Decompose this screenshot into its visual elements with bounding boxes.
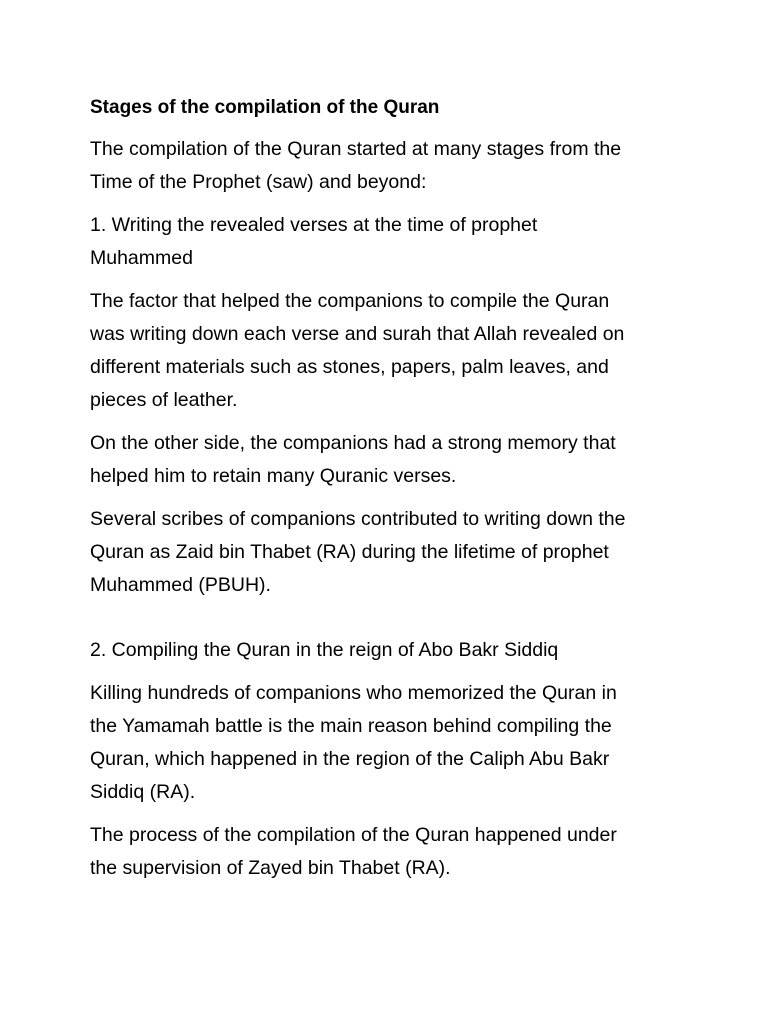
document-title: Stages of the compilation of the Quran [90,97,440,118]
paragraph-intro: The compilation of the Quran started at many stages from the Time of the Prophet (saw) and beyond: [90,138,622,193]
section-heading-2: 2. Compiling the Quran in the reign of Abo Bakr Siddiq [90,639,559,661]
paragraph-scribes: Several scribes of companions contributed to writing down the Quran as Zaid bin Thabet (RA) during the lifetime of prophet Muhammed (PBUH). [90,508,626,596]
document-page [90,95,690,895]
paragraph-supervision: The process of the compilation of the Quran happened under the supervision of Zayed bin Thabet (RA). [90,824,617,879]
paragraph-memory: On the other side, the companions had a strong memory that helped him to retain many Quranic verses. [90,432,616,487]
paragraph-yamamah: Killing hundreds of companions who memorized the Quran in the Yamamah battle is the main reason behind compiling the Quran, which happened in the region of the Caliph Abu Bakr Siddiq (RA). [90,682,617,803]
section-heading-1: 1. Writing the revealed verses at the time of prophet Muhammed [90,214,538,269]
paragraph-writing-factor: The factor that helped the companions to compile the Quran was writing down each verse and surah that Allah revealed on different materials such as stones, papers, palm leaves, and pieces of leather. [90,290,625,411]
